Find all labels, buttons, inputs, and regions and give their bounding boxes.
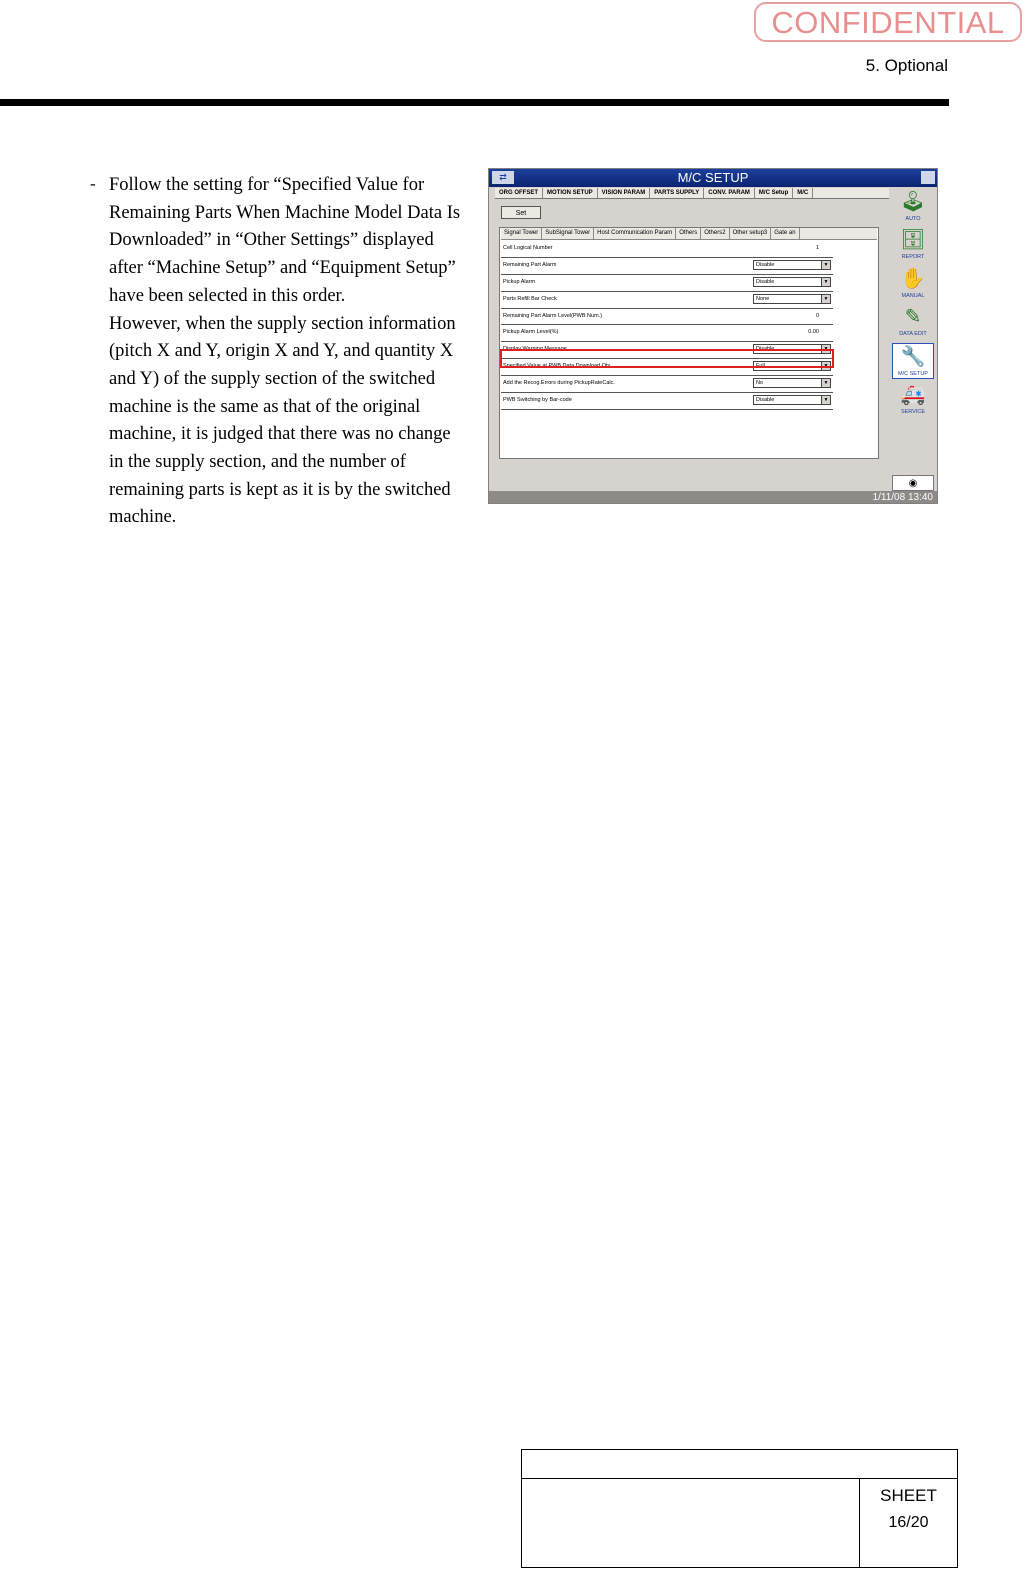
body-text <box>109 172 469 532</box>
subtab-host-communication[interactable]: Host Communication Param <box>594 228 676 239</box>
joystick-icon: 🕹 <box>900 191 926 213</box>
setting-label: Specified Value at PWB Data Download Qty. <box>503 363 612 370</box>
setting-row <box>501 309 833 326</box>
settings-list <box>501 241 833 410</box>
tab-conv-param[interactable]: CONV. PARAM <box>704 188 755 198</box>
tab-org-offset[interactable]: ORG OFFSET <box>495 188 543 198</box>
manual-icon: ✋ <box>900 268 926 290</box>
dropdown-arrow-icon[interactable]: ▼ <box>821 278 830 286</box>
setting-value[interactable]: 0.00 <box>808 329 819 336</box>
service-button[interactable] <box>892 382 934 418</box>
tab-motion-setup[interactable]: MOTION SETUP <box>543 188 598 198</box>
window-title: M/C SETUP <box>677 170 749 185</box>
setting-label: Cell Logical Number <box>503 245 553 251</box>
red-highlight-box <box>500 349 834 368</box>
datetime: 1/11/08 13:40 <box>872 492 933 503</box>
tools-icon: 🔧 <box>900 346 926 368</box>
status-bar <box>489 491 937 504</box>
dropdown-arrow-icon[interactable]: ▼ <box>821 261 830 269</box>
mc-setup-button[interactable] <box>892 343 934 379</box>
setting-row <box>501 325 833 342</box>
setting-label: PWB Switching by Bar-code <box>503 397 572 404</box>
mc-setup-label: M/C SETUP <box>898 371 928 377</box>
dropdown-arrow-icon[interactable]: ▼ <box>821 362 830 370</box>
header-rule <box>0 99 949 106</box>
manual-button[interactable] <box>892 266 934 302</box>
setting-label: Pickup Alarm Level(%) <box>503 329 559 336</box>
setting-dropdown[interactable] <box>753 277 831 287</box>
set-button[interactable]: Set <box>501 206 541 219</box>
subtab-other-setup3[interactable]: Other setup3 <box>730 228 772 239</box>
service-icon: 🚑 <box>900 384 926 406</box>
title-block <box>521 1449 958 1568</box>
setting-row <box>501 275 833 292</box>
tab-mc-setup[interactable]: M/C Setup <box>755 188 793 198</box>
subtab-gate[interactable]: Gate an <box>771 228 799 239</box>
data-edit-icon: ✎ <box>904 306 922 328</box>
tab-mc[interactable]: M/C <box>793 188 813 198</box>
dropdown-value: Disable <box>756 278 775 285</box>
sheet-label: SHEET <box>880 1486 937 1505</box>
setting-dropdown[interactable] <box>753 395 831 405</box>
dropdown-arrow-icon[interactable]: ▼ <box>821 295 830 303</box>
top-tab-bar <box>495 188 889 199</box>
setting-row <box>501 292 833 309</box>
data-edit-label: DATA EDIT <box>899 331 927 337</box>
setting-row <box>501 376 833 393</box>
setting-label: Remaining Part Alarm <box>503 261 557 268</box>
setting-label: Parts Refill Bar Check <box>503 295 557 302</box>
setting-dropdown[interactable] <box>753 378 831 388</box>
dropdown-arrow-icon[interactable]: ▼ <box>821 396 830 404</box>
dropdown-value: Full <box>756 363 765 370</box>
setting-row <box>501 258 833 275</box>
setting-dropdown[interactable] <box>753 260 831 270</box>
setting-row <box>501 393 833 410</box>
close-icon[interactable] <box>921 171 935 184</box>
setting-label: Remaining Part Alarm Level(PWB Num.) <box>503 312 603 319</box>
title-block-divider <box>522 1478 957 1479</box>
dropdown-value: No <box>756 380 764 387</box>
setting-label: Pickup Alarm <box>503 278 536 285</box>
dropdown-arrow-icon[interactable]: ▼ <box>821 345 830 353</box>
auto-label: AUTO <box>905 216 921 222</box>
mc-setup-screenshot <box>488 168 938 504</box>
subtab-others[interactable]: Others <box>676 228 701 239</box>
body-paragraph-2: However, when the supply section information (pitch X and Y, origin X and Y, and quantity X and Y) of the supply section of the switched machine is the same as that of the original machine, it is judged that there was no change in the supply section, and the number of remaining parts is kept as it is by the switched machine. <box>109 313 456 528</box>
auto-button[interactable] <box>892 189 934 225</box>
setting-value[interactable]: 0 <box>815 312 819 319</box>
setting-dropdown[interactable] <box>753 294 831 304</box>
bullet-dash: - <box>90 174 96 193</box>
section-title: 5. Optional <box>865 56 948 75</box>
subtab-others2[interactable]: Others2 <box>701 228 729 239</box>
confidential-stamp: CONFIDENTIAL <box>754 2 1022 42</box>
report-button[interactable] <box>892 227 934 263</box>
sub-tab-bar <box>501 228 877 240</box>
subtab-sub-signal-tower[interactable]: SubSignal Tower <box>542 228 594 239</box>
tab-parts-supply[interactable]: PARTS SUPPLY <box>650 188 704 198</box>
tab-vision-param[interactable]: VISION PARAM <box>598 188 651 198</box>
setting-label: Add the Recog.Errors during PickupRateCalc. <box>503 380 615 387</box>
setting-row <box>501 241 833 258</box>
dropdown-value: None <box>756 295 770 302</box>
dropdown-value: Disable <box>756 261 775 268</box>
sheet-number: 16/20 <box>888 1514 929 1531</box>
subtab-signal-tower[interactable]: Signal Tower <box>501 228 542 239</box>
setting-label: Display Warning Message <box>503 346 567 353</box>
setting-value[interactable]: 1 <box>815 245 819 251</box>
dropdown-value: Disable <box>756 346 775 353</box>
report-icon: 🗄 <box>900 229 926 251</box>
dropdown-arrow-icon[interactable]: ▼ <box>821 379 830 387</box>
manual-label: MANUAL <box>901 293 925 299</box>
globe-icon[interactable]: ◉ <box>892 475 934 491</box>
service-label: SERVICE <box>900 409 926 415</box>
data-edit-button[interactable] <box>892 304 934 340</box>
side-toolbar <box>889 187 937 477</box>
window-titlebar <box>489 169 937 187</box>
report-label: REPORT <box>901 254 925 260</box>
body-paragraph-1: Follow the setting for “Specified Value for Remaining Parts When Machine Model Data Is Downloaded” in “Other Settings” displayed after “Machine Setup” and “Equipment Setup” have been selected in this order. <box>109 175 461 306</box>
dropdown-value: Disable <box>756 397 775 404</box>
swap-icon[interactable]: ⇄ <box>492 171 514 184</box>
